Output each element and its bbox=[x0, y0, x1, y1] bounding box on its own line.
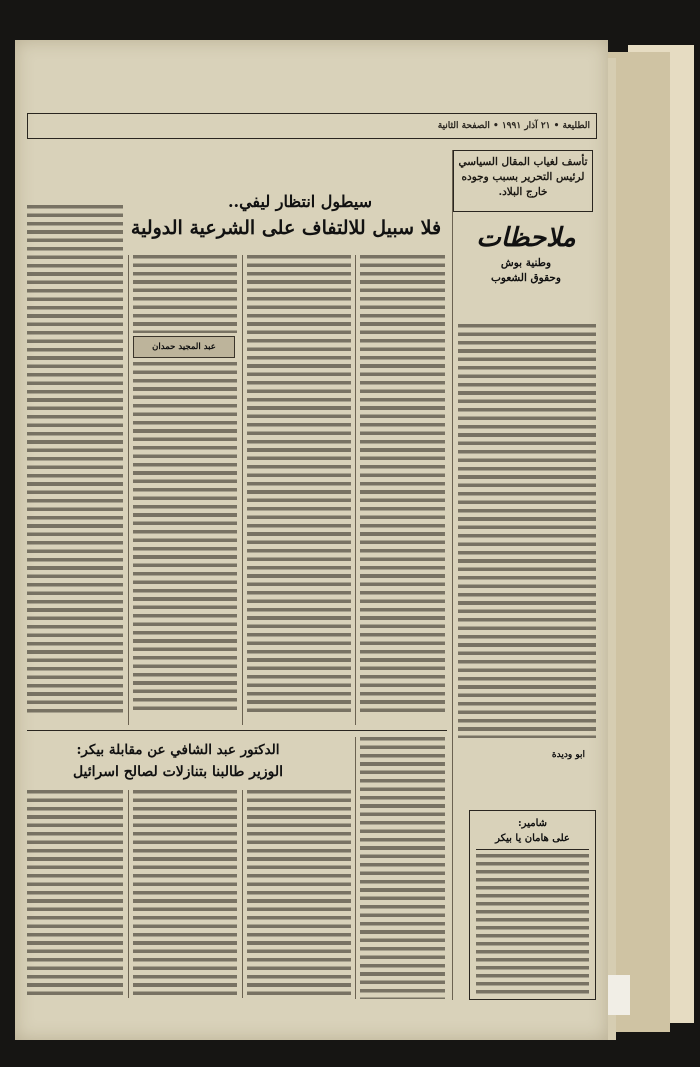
editorial-note: تأسف لغياب المقال السياسي لرئيس التحرير بسبب وجوده خارج البلاد. bbox=[458, 156, 588, 198]
second-headline: الوزير طالبنا بتنازلات لصالح اسرائيل bbox=[72, 764, 284, 780]
sidebar-box bbox=[469, 810, 596, 1000]
article-column bbox=[360, 255, 445, 715]
article-column bbox=[247, 790, 351, 998]
column-rule bbox=[452, 150, 453, 1000]
sidebar-title: شامير: bbox=[517, 818, 547, 829]
main-headline: فلا سبيل للالتفاف على الشرعية الدولية bbox=[130, 217, 442, 239]
page-header bbox=[27, 113, 597, 139]
column-subtitle-1: وطنية بوش bbox=[500, 257, 552, 269]
sidebar-subtitle: على هامان يا بيكر bbox=[476, 831, 589, 850]
editorial-note-box bbox=[453, 150, 593, 212]
newspaper-page bbox=[15, 40, 608, 1040]
column-logo bbox=[461, 220, 591, 310]
byline: عبد المجيد حمدان bbox=[133, 336, 235, 358]
article-column bbox=[133, 362, 237, 715]
second-headline-kicker: الدكتور عبد الشافي عن مقابلة بيكر: bbox=[76, 742, 280, 758]
column-rule bbox=[242, 255, 243, 725]
article-column bbox=[133, 255, 237, 333]
main-headline-kicker: سيطول انتظار ليفي.. bbox=[227, 192, 373, 211]
dateline: الطليعة • ٢١ آذار ١٩٩١ • الصفحة الثانية bbox=[437, 121, 590, 131]
column-rule bbox=[128, 790, 129, 998]
column-rule bbox=[355, 255, 356, 725]
article-column bbox=[27, 790, 123, 998]
column-rule bbox=[128, 255, 129, 725]
column-title: ملاحظات bbox=[476, 223, 576, 253]
article-column bbox=[247, 255, 351, 715]
column-rule bbox=[355, 737, 356, 999]
article-column bbox=[360, 737, 445, 999]
column-subtitle-2: وحقوق الشعوب bbox=[491, 272, 561, 284]
article-column bbox=[27, 205, 123, 715]
article-column bbox=[133, 790, 237, 998]
column-signature: ابو وديدة bbox=[551, 750, 585, 760]
text-column-right bbox=[458, 324, 596, 738]
column-rule bbox=[242, 790, 243, 998]
sidebar-text bbox=[476, 854, 589, 994]
section-divider bbox=[27, 730, 447, 731]
